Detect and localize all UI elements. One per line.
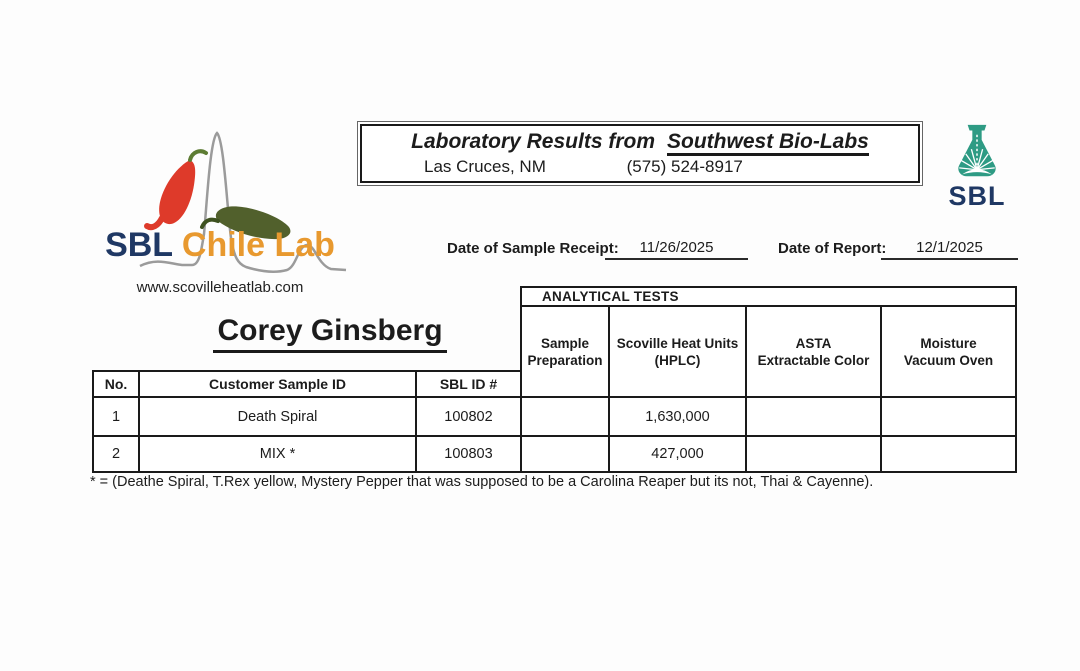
corner-logo-text: SBL — [948, 181, 1006, 211]
report-title-prefix: Laboratory Results from — [411, 130, 656, 153]
cell-asta-1 — [747, 396, 882, 435]
date-receipt-label: Date of Sample Receipt: — [447, 240, 619, 257]
date-report-label: Date of Report: — [778, 240, 887, 257]
col-header-sbl-id: SBL ID # — [439, 376, 498, 392]
analytical-tests-title: ANALYTICAL TESTS — [522, 288, 1015, 307]
cell-scoville-2: 427,000 — [610, 435, 747, 471]
cell-no-1: 1 — [94, 396, 140, 435]
cell-scoville-1: 1,630,000 — [610, 396, 747, 435]
cell-sbl-id-1: 100802 — [417, 396, 520, 435]
col-header-no: No. — [94, 372, 140, 396]
report-header-box-inner — [360, 124, 920, 183]
report-contact-line — [362, 157, 918, 177]
col-header-asta-color: ASTA Extractable Color — [747, 307, 882, 396]
report-header-box — [357, 121, 923, 186]
date-row — [0, 239, 1080, 261]
lab-phone: (575) 524-8917 — [626, 157, 743, 176]
brand-website: www.scovilleheatlab.com — [136, 279, 304, 296]
sample-table-grid — [94, 372, 520, 471]
col-header-customer-sample-id: Customer Sample ID — [140, 372, 417, 396]
cell-no-2: 2 — [94, 435, 140, 471]
report-title — [362, 130, 918, 154]
col-header-scoville-hplc: Scoville Heat Units (HPLC) — [610, 307, 747, 396]
lab-location: Las Cruces, NM — [424, 157, 546, 176]
date-receipt-value: 11/26/2025 — [605, 239, 748, 260]
footnote: * = (Deathe Spiral, T.Rex yellow, Mystery Pepper that was supposed to be a Carolina Reaper but its not, Thai & Cayenne). — [90, 474, 874, 490]
corner-logo — [944, 123, 1010, 212]
red-pepper-icon — [147, 151, 206, 227]
cell-sample-id-2: MIX * — [140, 435, 417, 471]
cell-sbl-id-2: 100803 — [417, 435, 520, 471]
customer-name: Corey Ginsberg — [120, 314, 540, 353]
col-header-moisture: Moisture Vacuum Oven — [903, 335, 994, 368]
analytical-tests-grid — [522, 307, 1015, 471]
cell-moisture-2 — [882, 435, 1015, 471]
brand-name-secondary: Chile Lab — [181, 226, 335, 264]
analytical-tests-table — [520, 286, 1017, 473]
date-report-value: 12/1/2025 — [881, 239, 1018, 260]
brand-name-primary: SBL — [105, 226, 173, 264]
col-header-sample-preparation: Sample Preparation — [522, 307, 610, 396]
cell-asta-2 — [747, 435, 882, 471]
cell-sample-prep-2 — [522, 435, 610, 471]
cell-sample-id-1: Death Spiral — [140, 396, 417, 435]
cell-moisture-1 — [882, 396, 1015, 435]
cell-sample-prep-1 — [522, 396, 610, 435]
report-title-lab-name: Southwest Bio-Labs — [667, 130, 869, 156]
sample-table — [92, 370, 522, 473]
flask-icon — [949, 123, 1005, 181]
